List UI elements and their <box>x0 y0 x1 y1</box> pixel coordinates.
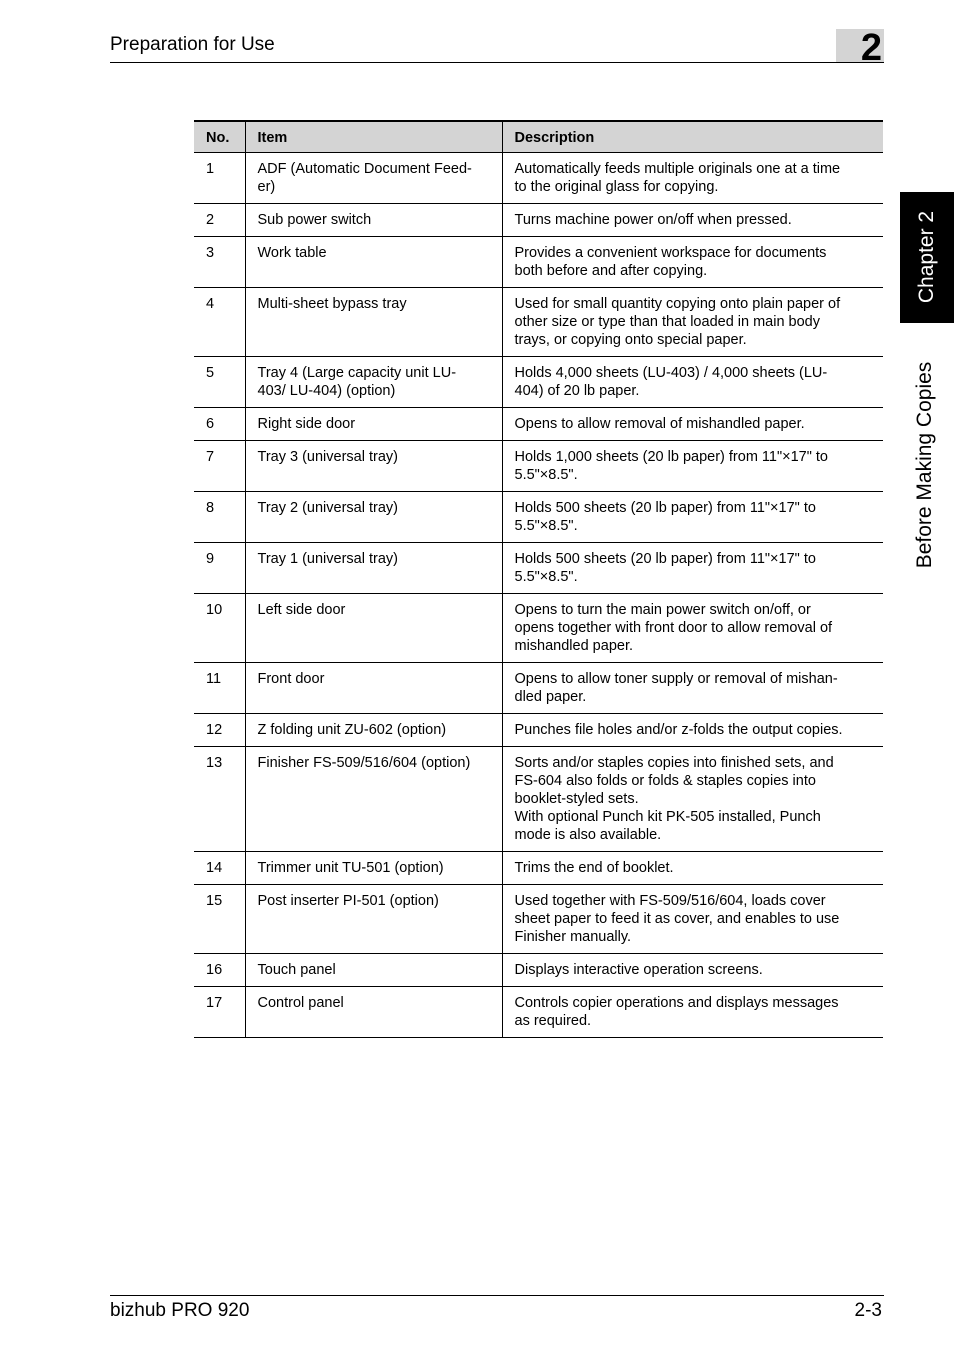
chapter-side-tab <box>900 192 954 323</box>
row-number: 6 <box>194 408 245 441</box>
chapter-number-box <box>836 27 884 69</box>
table-row <box>194 543 883 594</box>
row-description: Provides a convenient workspace for documents both before and after copying. <box>502 237 883 288</box>
row-description: Holds 1,000 sheets (20 lb paper) from 11"×17" to 5.5"×8.5". <box>502 441 883 492</box>
row-number: 3 <box>194 237 245 288</box>
chapter-tab-label: Chapter 2 <box>915 210 938 304</box>
table-row <box>194 663 883 714</box>
row-item: Sub power switch <box>245 204 502 237</box>
row-item: ADF (Automatic Document Feed- er) <box>245 153 502 204</box>
chapter-number: 2 <box>860 27 882 69</box>
table-row <box>194 714 883 747</box>
row-number: 17 <box>194 987 245 1038</box>
table-row <box>194 885 883 954</box>
row-number: 16 <box>194 954 245 987</box>
table-body <box>194 153 883 1038</box>
row-number: 14 <box>194 852 245 885</box>
parts-table <box>194 120 883 1038</box>
row-description: Holds 500 sheets (20 lb paper) from 11"×17" to 5.5"×8.5". <box>502 543 883 594</box>
row-description: Holds 500 sheets (20 lb paper) from 11"×17" to 5.5"×8.5". <box>502 492 883 543</box>
table-row <box>194 954 883 987</box>
row-item: Work table <box>245 237 502 288</box>
row-number: 5 <box>194 357 245 408</box>
row-number: 1 <box>194 153 245 204</box>
table-row <box>194 237 883 288</box>
footer-rule <box>110 1295 884 1296</box>
row-description: Holds 4,000 sheets (LU-403) / 4,000 sheets (LU- 404) of 20 lb paper. <box>502 357 883 408</box>
row-description: Used for small quantity copying onto plain paper of other size or type than that loaded in main body trays, or copying onto special paper. <box>502 288 883 357</box>
row-description: Used together with FS-509/516/604, loads cover sheet paper to feed it as cover, and enables to use Finisher manually. <box>502 885 883 954</box>
table-row <box>194 288 883 357</box>
row-description: Automatically feeds multiple originals one at a time to the original glass for copying. <box>502 153 883 204</box>
row-number: 12 <box>194 714 245 747</box>
row-item: Touch panel <box>245 954 502 987</box>
table-row <box>194 987 883 1038</box>
row-item: Z folding unit ZU-602 (option) <box>245 714 502 747</box>
table-row <box>194 492 883 543</box>
row-description: Punches file holes and/or z-folds the output copies. <box>502 714 883 747</box>
row-item: Left side door <box>245 594 502 663</box>
row-item: Control panel <box>245 987 502 1038</box>
row-description: Opens to allow toner supply or removal of mishan- dled paper. <box>502 663 883 714</box>
row-number: 11 <box>194 663 245 714</box>
row-item: Tray 2 (universal tray) <box>245 492 502 543</box>
row-description: Displays interactive operation screens. <box>502 954 883 987</box>
footer-page-number: 2-3 <box>854 1300 882 1321</box>
row-description: Opens to allow removal of mishandled paper. <box>502 408 883 441</box>
table-row <box>194 357 883 408</box>
row-item: Right side door <box>245 408 502 441</box>
row-item: Trimmer unit TU-501 (option) <box>245 852 502 885</box>
table-row <box>194 441 883 492</box>
header-rule <box>110 62 884 63</box>
section-side-label: Before Making Copies <box>913 361 936 569</box>
row-description: Opens to turn the main power switch on/off, or opens together with front door to allow removal of mishandled paper. <box>502 594 883 663</box>
row-number: 7 <box>194 441 245 492</box>
row-item: Post inserter PI-501 (option) <box>245 885 502 954</box>
row-number: 10 <box>194 594 245 663</box>
column-header-description: Description <box>502 121 883 153</box>
table-row <box>194 204 883 237</box>
column-header-item: Item <box>245 121 502 153</box>
row-description: Controls copier operations and displays messages as required. <box>502 987 883 1038</box>
row-description: Sorts and/or staples copies into finished sets, and FS-604 also folds or folds & staples copies into booklet-styled sets. With optional Punch kit PK-505 installed, Punch mode is also available. <box>502 747 883 852</box>
row-item: Front door <box>245 663 502 714</box>
row-number: 4 <box>194 288 245 357</box>
row-description: Turns machine power on/off when pressed. <box>502 204 883 237</box>
table-row <box>194 594 883 663</box>
row-number: 2 <box>194 204 245 237</box>
row-item: Tray 1 (universal tray) <box>245 543 502 594</box>
row-item: Tray 3 (universal tray) <box>245 441 502 492</box>
row-item: Tray 4 (Large capacity unit LU- 403/ LU-404) (option) <box>245 357 502 408</box>
table-row <box>194 408 883 441</box>
row-number: 8 <box>194 492 245 543</box>
table-row <box>194 852 883 885</box>
table-row <box>194 153 883 204</box>
row-description: Trims the end of booklet. <box>502 852 883 885</box>
table-row <box>194 747 883 852</box>
footer-product-name: bizhub PRO 920 <box>110 1300 250 1321</box>
row-number: 13 <box>194 747 245 852</box>
row-number: 15 <box>194 885 245 954</box>
row-item: Finisher FS-509/516/604 (option) <box>245 747 502 852</box>
table-header-row <box>194 121 883 153</box>
row-item: Multi-sheet bypass tray <box>245 288 502 357</box>
row-number: 9 <box>194 543 245 594</box>
column-header-no: No. <box>194 121 245 153</box>
header-title: Preparation for Use <box>110 34 275 55</box>
